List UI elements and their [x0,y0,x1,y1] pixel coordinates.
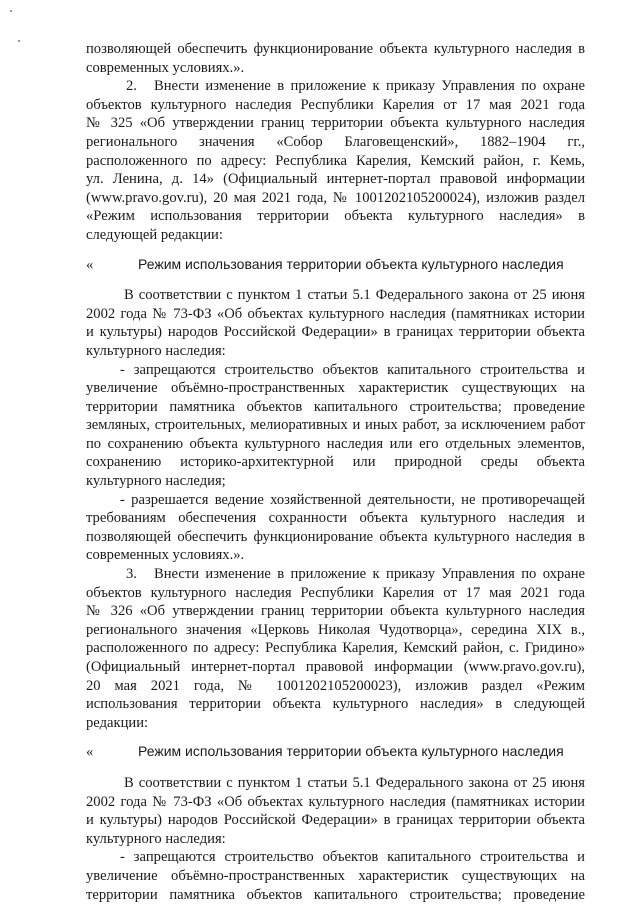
text-line: по сохранению объекта культурного наследия или его отдельных элементов, [86,435,585,452]
text-line: позволяющей обеспечить функционирование объекта культурного наследия в [86,528,585,545]
section-heading-1 [86,255,585,275]
text-line [86,77,585,96]
text-line: - запрещаются строительство объектов капитального строительства и [120,361,585,378]
text-line: территории памятника объектов капитального строительства; проведение [86,398,585,415]
text-line: ул. Ленина, д. 14» (Официальный интернет-портал правовой информации [86,171,585,188]
text-line: земляных, строительных, мелиоративных и иных работ, за исключением работ [86,417,585,434]
text-line: расположенного по адресу: Республика Карелия, Кемский район, г. Кемь, [86,152,585,169]
section-intro-2 [86,774,585,848]
text-line: культурного наследия: [86,342,226,359]
text-line: № 325 «Об утверждении границ территории объекта культурного наследия [86,115,585,132]
text-line: (www.pravo.gov.ru), 20 мая 2021 года, № 1001202105200024), изложив раздел [86,189,585,206]
section-bullet-allowed-1 [86,491,585,565]
section-bullet-prohibited-1 [86,361,585,491]
text-line-content: Внести изменение в приложение к приказу Управления по охране [154,78,585,95]
text-line: регионального значения «Собор Благовещенский», 1882–1904 гг., [86,133,585,150]
text-line: и культуры) народов Российской Федерации» в границах территории объекта [86,812,585,829]
text-line: увеличение объёмно-пространственных характеристик существующих на [86,867,585,884]
scan-speck [10,10,12,12]
numbered-paragraph-3 [86,565,585,732]
text-line: расположенного по адресу: Республика Карелия, Кемский район, с. Гридино» [86,640,585,657]
text-line: культурного наследия: [86,830,226,847]
text-line: регионального значения «Церковь Николая Чудотворца», середина XIX в., [86,621,585,638]
text-line: редакции: [86,714,149,731]
text-line: «Режим использования территории объекта культурного наследия» в [86,208,585,225]
text-line: 2002 года № 73-ФЗ «Об объектах культурного наследия (памятниках истории [86,305,585,322]
text-line: современных условиях.». [86,547,245,564]
opening-quote: « [86,744,94,761]
text-line: - разрешается ведение хозяйственной деятельности, не противоречащей [120,491,585,508]
text-line: и культуры) народов Российской Федерации» в границах территории объекта [86,324,585,341]
section-intro-1 [86,286,585,360]
text-line: (Официальный интернет-портал правовой информации (www.pravo.gov.ru), [86,659,585,675]
paragraph-number: 3. [126,566,137,583]
text-line: сохранению историко-архитектурной или природной среды объекта [86,454,585,471]
text-line: увеличение объёмно-пространственных характеристик существующих на [86,380,585,397]
section-heading-text: Режим использования территории объекта культурного наследия [138,255,564,272]
text-line: - запрещаются строительство объектов капитального строительства и [120,849,585,866]
section-bullet-prohibited-2 [86,848,585,904]
text-line: культурного наследия; [86,473,226,490]
text-line: объектов культурного наследия Республики Карелия от 17 мая 2021 года [86,584,585,601]
text-line: 2002 года № 73-ФЗ «Об объектах культурного наследия (памятниках истории [86,793,585,810]
section-heading-text: Режим использования территории объекта культурного наследия [138,743,564,760]
scan-speck [18,40,20,42]
opening-quote: « [86,256,94,273]
text-line: 20 мая 2021 года, № 1001202105200023), изложив раздел «Режим [86,677,585,694]
numbered-paragraph-2 [86,77,585,244]
document-page [86,40,585,904]
section-heading-2 [86,742,585,762]
continuation-paragraph [86,40,585,77]
text-line: объектов культурного наследия Республики Карелия от 17 мая 2021 года [86,96,585,113]
text-line: № 326 «Об утверждении границ территории объекта культурного наследия [86,603,585,620]
paragraph-number: 2. [126,78,137,95]
text-line: В соответствии с пунктом 1 статьи 5.1 Федерального закона от 25 июня [124,774,585,791]
text-line: В соответствии с пунктом 1 статьи 5.1 Федерального закона от 25 июня [124,287,585,304]
text-line: требованиям обеспечения сохранности объекта культурного наследия и [86,510,585,527]
text-line: использования территории объекта культурного наследия» в следующей [86,696,585,713]
text-line: территории памятника объектов капитального строительства; проведение [86,886,585,903]
text-line: следующей редакции: [86,226,223,243]
text-line: современных условиях.». [86,59,245,76]
text-line-content: Внести изменение в приложение к приказу Управления по охране [154,566,585,583]
text-line: позволяющей обеспечить функционирование объекта культурного наследия в [86,41,585,57]
text-line [86,565,585,584]
